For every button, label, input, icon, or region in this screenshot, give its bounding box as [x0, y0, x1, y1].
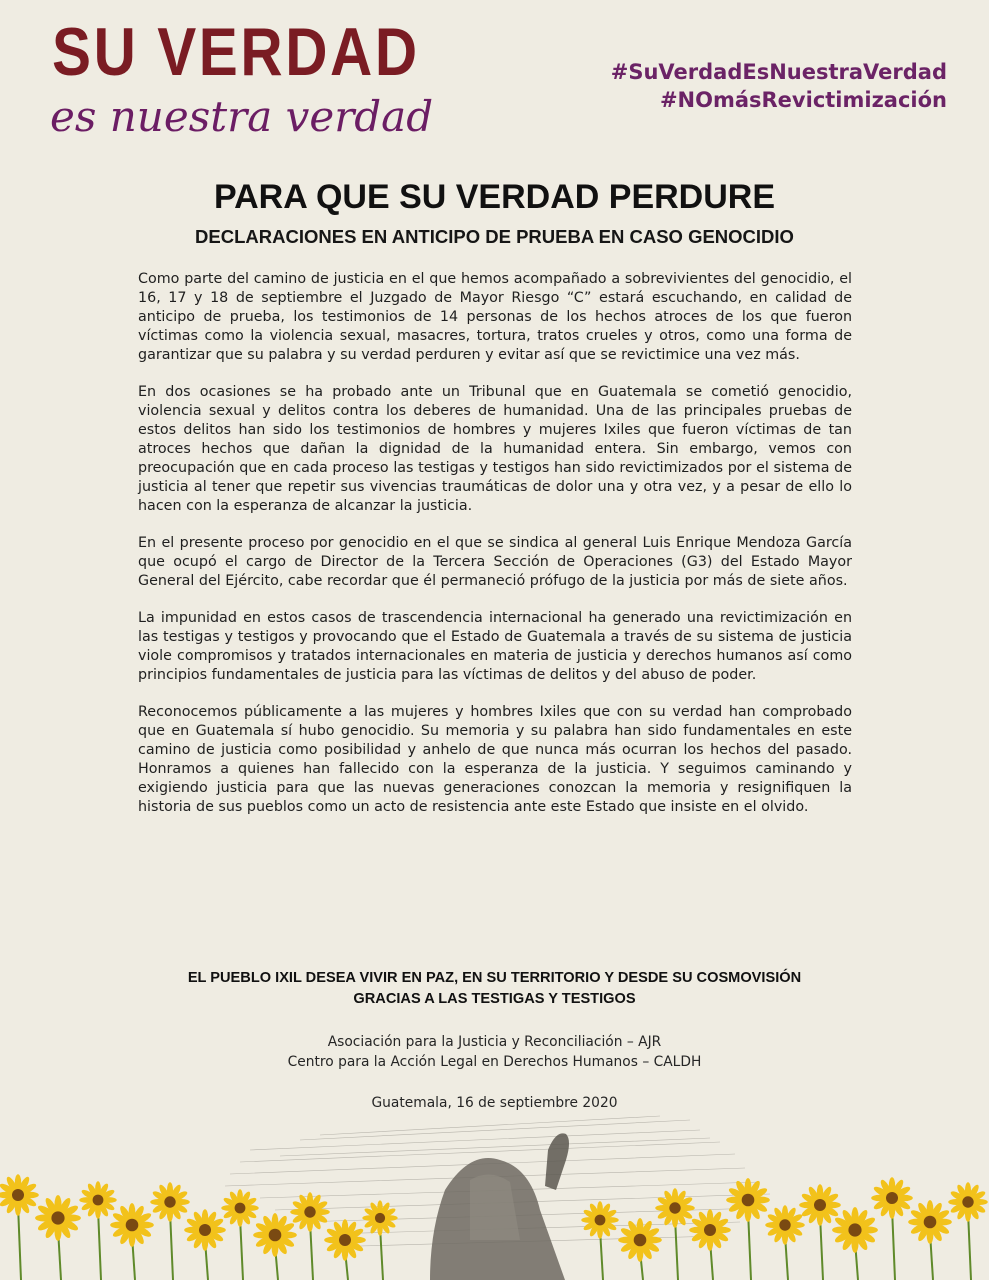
figure-sketch: [430, 1133, 569, 1280]
sunflower-icon: [655, 1188, 695, 1228]
paragraph-1: Como parte del camino de justicia en el que hemos acompañado a sobrevivientes del genocidio, el 16, 17 y 18 de septiembre el Juzgado de Mayor Riesgo “C” estará escuchando, en calidad de anticipo de prueba, los testimonios de 14 personas de los hechos atroces de los que fueron víctimas como la violencia sexual, masacres, tortura, tratos crueles y otros, como una forma de garantizar que su palabra y su verdad perduren y evitar así que se revictimice una vez más.: [138, 271, 852, 363]
sunflower-icon: [948, 1182, 988, 1222]
logo-title: SU VERDAD: [52, 14, 420, 90]
headline: PARA QUE SU VERDAD PERDURE: [213, 178, 776, 216]
paragraph-2: En dos ocasiones se ha probado ante un Tribunal que en Guatemala se cometió genocidio, violencia sexual y delitos contra los deberes de humanidad. Una de las principales pruebas de estos delitos han sido los testimonios de hombres y mujeres Ixiles que fueron víctimas de tan atroces hechos que dañan la dignidad de la humanidad entera. Sin embargo, vemos con preocupación que en cada proceso las testigas y testigos han sido revictimizados por el sistema de justicia al tener que repetir sus vivencias traumáticas de dolor una y otra vez, y a pesar de ello lo hacen con la esperanza de alcanzar la justicia.: [138, 384, 852, 514]
paragraph-3: En el presente proceso por genocidio en el que se sindica al general Luis Enrique Mendoza García que ocupó el cargo de Director de la Tercera Sección de Operaciones (G3) del Estado Mayor General del Ejército, cabe recordar que él permaneció prófugo de la justicia por más de siete años.: [138, 535, 852, 589]
paragraph-5: Reconocemos públicamente a las mujeres y hombres Ixiles que con su verdad han comprobado que en Guatemala sí hubo genocidio. Su memoria y su palabra han sido fundamentales en este camino de justicia como posibilidad y anhelo de que nunca más ocurran los hechos del pasado. Honramos a quienes han fallecido con la esperanza de la justicia. Y seguimos caminando y exigiendo justicia para que las nuevas generaciones conozcan la memoria y resignifiquen la historia de sus pueblos como un acto de resistencia ante este Estado que insiste en el olvido.: [138, 704, 852, 815]
statement-body: [138, 270, 852, 835]
sunflower-icon: [871, 1177, 913, 1219]
hashtag-1: #SuVerdadEsNuestraVerdad: [610, 60, 947, 84]
signatories: [0, 1032, 989, 1072]
flower-stem: [968, 1212, 971, 1280]
sunflower-icon: [110, 1203, 154, 1247]
sunflower-icon: [908, 1200, 952, 1244]
sunflower-icon: [799, 1184, 841, 1226]
sunflower-icon: [832, 1207, 878, 1253]
hashtag-2: #NOmásRevictimización: [659, 88, 947, 113]
flower-stem: [170, 1212, 173, 1280]
sunflower-icon: [35, 1195, 81, 1241]
sunflower-icon: [79, 1181, 116, 1218]
sunflower-icon: [362, 1200, 397, 1235]
sunflower-icon: [689, 1209, 731, 1251]
sunflower-icon: [221, 1189, 258, 1226]
closing-line-1: EL PUEBLO IXIL DESEA VIVIR EN PAZ, EN SU TERRITORIO Y DESDE SU COSMOVISIÓN: [187, 970, 802, 986]
sunflower-icon: [253, 1213, 297, 1257]
sunflower-icon: [726, 1178, 770, 1222]
closing-statement: [0, 968, 989, 1010]
sunflower-icon: [150, 1182, 190, 1222]
logo-subtitle: es nuestra verdad: [50, 92, 434, 141]
sunflower-icon: [581, 1201, 618, 1238]
sunflower-illustration: [0, 1090, 989, 1280]
closing-line-2: GRACIAS A LAS TESTIGAS Y TESTIGOS: [353, 991, 636, 1007]
sunflower-icon: [0, 1174, 39, 1216]
sunflower-icon: [290, 1192, 330, 1232]
sunflower-icon: [765, 1205, 805, 1245]
signatory-caldh: Centro para la Acción Legal en Derechos Humanos – CALDH: [287, 1054, 702, 1070]
sunflower-icon: [324, 1219, 366, 1261]
sunflower-icon: [184, 1209, 226, 1251]
date-line: Guatemala, 16 de septiembre 2020: [371, 1095, 618, 1111]
signatory-ajr: Asociación para la Justicia y Reconciliación – AJR: [327, 1034, 662, 1050]
paragraph-4: La impunidad en estos casos de trascendencia internacional ha generado una revictimización en las testigas y testigos y provocando que el Estado de Guatemala a través de su sistema de justicia viole compromisos y tratados internacionales en materia de justicia y derechos humanos así como principios fundamentales de justicia para las víctimas de delitos y del abuso de poder.: [138, 610, 852, 683]
flower-stem: [98, 1209, 101, 1280]
hashtags: [611, 58, 947, 115]
flower-stem: [892, 1208, 895, 1280]
flower-stem: [18, 1205, 21, 1280]
subheadline: DECLARACIONES EN ANTICIPO DE PRUEBA EN CASO GENOCIDIO: [195, 226, 794, 247]
